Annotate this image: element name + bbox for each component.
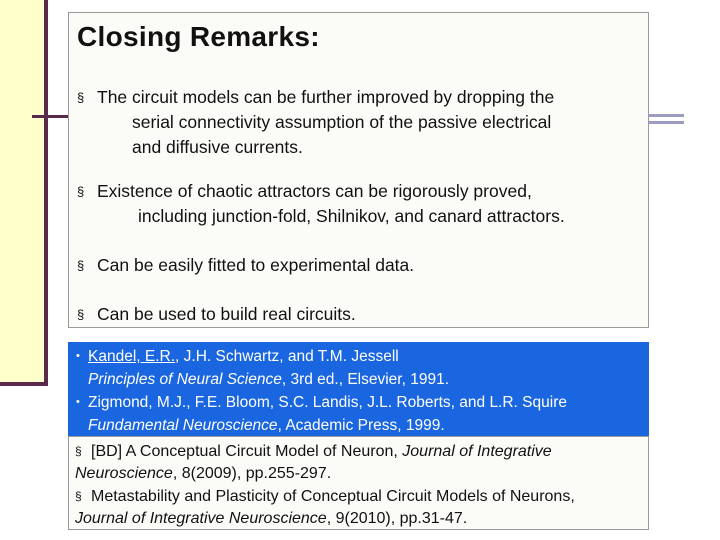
bullet-text: The circuit models can be further improved by dropping the [97,87,555,107]
reference-title-line [76,369,649,392]
bullet-text: Can be easily fitted to experimental data. [97,255,415,275]
slide-title: Closing Remarks: [77,21,320,52]
reference-item [76,391,649,437]
bullet-text: Can be used to build real circuits. [97,304,356,324]
bullet-marker: § [75,444,82,458]
template-rule-right-top [646,114,684,117]
reference-box-papers [68,436,649,530]
reference-volume: , 9(2010), pp.31-47. [326,510,468,527]
reference-authors: Zigmond, M.J., F.E. Bloom, S.C. Landis, J.L. Roberts, and L.R. Squire [88,394,567,411]
reference-title: Metastability and Plasticity of Conceptual Circuit Models of Neurons, [91,488,575,505]
reference-dot: • [76,396,80,408]
template-left-bar-edge [44,0,48,386]
reference-publisher: , 3rd ed., Elsevier, 1991. [281,370,449,388]
bullet-marker: § [77,307,85,322]
bullet-text-cont: including junction-fold, Shilnikov, and canard attractors. [138,206,565,226]
bullet-item [77,253,414,278]
bullet-text-cont: and diffusive currents. [132,137,303,157]
reference-box-textbooks [68,342,649,436]
reference-book-title: Principles of Neural Science [88,370,282,388]
bullet-item [77,179,565,229]
reference-publisher: , Academic Press, 1999. [277,416,445,434]
content-box [68,12,649,328]
template-rule-left [32,115,72,118]
reference-journal: Neuroscience [75,465,173,482]
reference-dot: • [76,350,80,362]
reference-authors: , J.H. Schwartz, and T.M. Jessell [175,348,399,365]
reference-journal: Journal of Integrative [402,443,552,460]
bullet-marker: § [77,90,85,105]
reference-item [75,440,648,485]
template-rule-right-bottom [646,121,684,124]
reference-journal: Journal of Integrative Neuroscience [75,510,327,527]
bullet-marker: § [75,489,82,503]
bullet-text: Existence of chaotic attractors can be rigorously proved, [97,181,532,201]
bullet-text-cont: serial connectivity assumption of the passive electrical [132,112,552,132]
template-left-bar [0,0,48,382]
reference-title-line [76,415,649,438]
bullet-item [77,85,554,160]
template-left-bar-foot [0,382,48,386]
reference-book-title: Fundamental Neuroscience [88,416,278,434]
reference-author-link[interactable]: Kandel, E.R. [88,348,176,365]
reference-volume: , 8(2009), pp.255-297. [172,465,332,482]
reference-item [75,485,648,530]
bullet-marker: § [77,258,85,273]
reference-item [76,345,649,391]
reference-title: [BD] A Conceptual Circuit Model of Neuron, [91,443,403,460]
bullet-marker: § [77,184,85,199]
bullet-item [77,302,356,327]
